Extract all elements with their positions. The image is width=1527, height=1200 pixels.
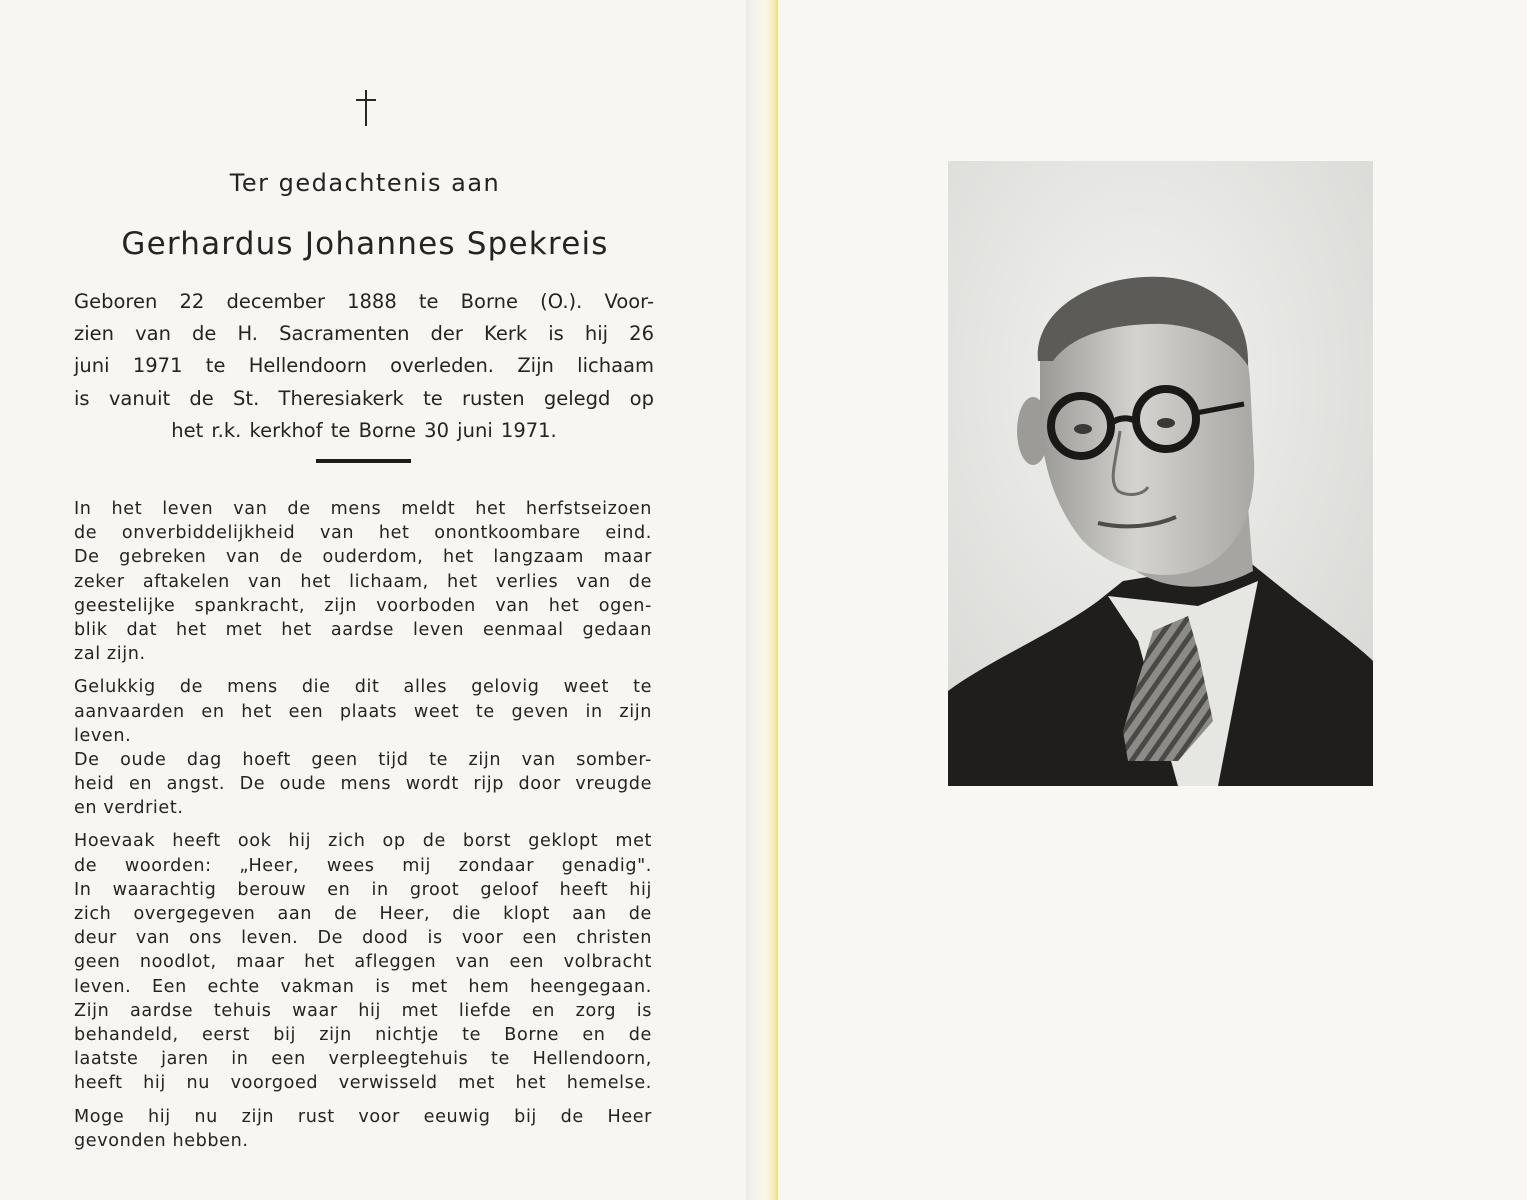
bio-line: het r.k. kerkhof te Borne 30 juni 1971. — [171, 418, 557, 442]
text-line: Zijn aardse tehuis waar hij met liefde en zorg is — [74, 1000, 652, 1021]
text-line: geestelijke spankracht, zijn voorboden van het ogen- — [74, 595, 652, 616]
text-line: geen noodlot, maar het afleggen van een volbracht — [74, 952, 652, 973]
text-line: deur van ons leven. De dood is voor een christen — [74, 928, 652, 949]
bio-line: Geboren 22 december 1888 te Borne (O.). Voor- — [74, 290, 654, 313]
text-line: blik dat het met het aardse leven eenmaal gedaan — [74, 619, 652, 640]
biography — [74, 286, 654, 447]
bio-line: juni 1971 te Hellendoorn overleden. Zijn lichaam — [74, 354, 654, 378]
text-line: De gebreken van de ouderdom, het langzaam maar — [74, 547, 652, 568]
text-line: behandeld, eerst bij zijn nichtje te Borne en de — [74, 1024, 652, 1045]
text-line: zeker aftakelen van het lichaam, het verlies van de — [74, 571, 652, 592]
text-line: gevonden hebben. — [74, 1130, 249, 1151]
portrait-photo — [948, 161, 1373, 786]
text-line: De oude dag hoeft geen tijd te zijn van somber- — [74, 749, 652, 770]
text-line: de onverbiddelijkheid van het onontkoombare eind. — [74, 523, 652, 544]
text-line: aanvaarden en het een plaats weet te geven in zijn — [74, 701, 652, 722]
paragraph — [74, 497, 652, 666]
text-line: heeft hij nu voorgoed verwisseld met het hemelse. — [74, 1073, 652, 1094]
bio-line: zien van de H. Sacramenten der Kerk is hij 26 — [74, 322, 654, 346]
text-line: Hoevaak heeft ook hij zich op de borst geklopt met — [74, 831, 652, 852]
memorial-text — [74, 497, 652, 1153]
paragraph — [74, 1105, 652, 1153]
deceased-name: Gerhardus Johannes Spekreis — [121, 226, 609, 262]
text-line: laatste jaren in een verpleegtehuis te Hellendoorn, — [74, 1049, 652, 1070]
paragraph — [74, 829, 652, 1095]
text-line: de woorden: „Heer, wees mij zondaar genadig". — [74, 855, 652, 876]
intro-heading: Ter gedachtenis aan — [229, 169, 501, 197]
text-line: zal zijn. — [74, 644, 146, 665]
divider-rule — [316, 459, 411, 463]
text-line: Moge hij nu zijn rust voor eeuwig bij de Heer — [74, 1106, 652, 1127]
text-line: leven. Een echte vakman is met hem heengegaan. — [74, 976, 652, 997]
text-line: In waarachtig berouw en in groot geloof heeft hij — [74, 879, 652, 900]
paragraph — [74, 675, 652, 820]
bio-line: is vanuit de St. Theresiakerk te rusten gelegd op — [74, 386, 654, 410]
card-fold — [746, 0, 778, 1200]
text-line: heid en angst. De oude mens wordt rijp door vreugde — [74, 774, 652, 795]
text-line: en verdriet. — [74, 798, 184, 819]
text-line: zich overgegeven aan de Heer, die klopt aan de — [74, 904, 652, 924]
cross-icon — [353, 88, 379, 128]
text-line: In het leven van de mens meldt het herfstseizoen — [74, 499, 652, 519]
text-line: Gelukkig de mens die dit alles gelovig weet te — [74, 677, 652, 698]
text-line: leven. — [74, 725, 132, 746]
